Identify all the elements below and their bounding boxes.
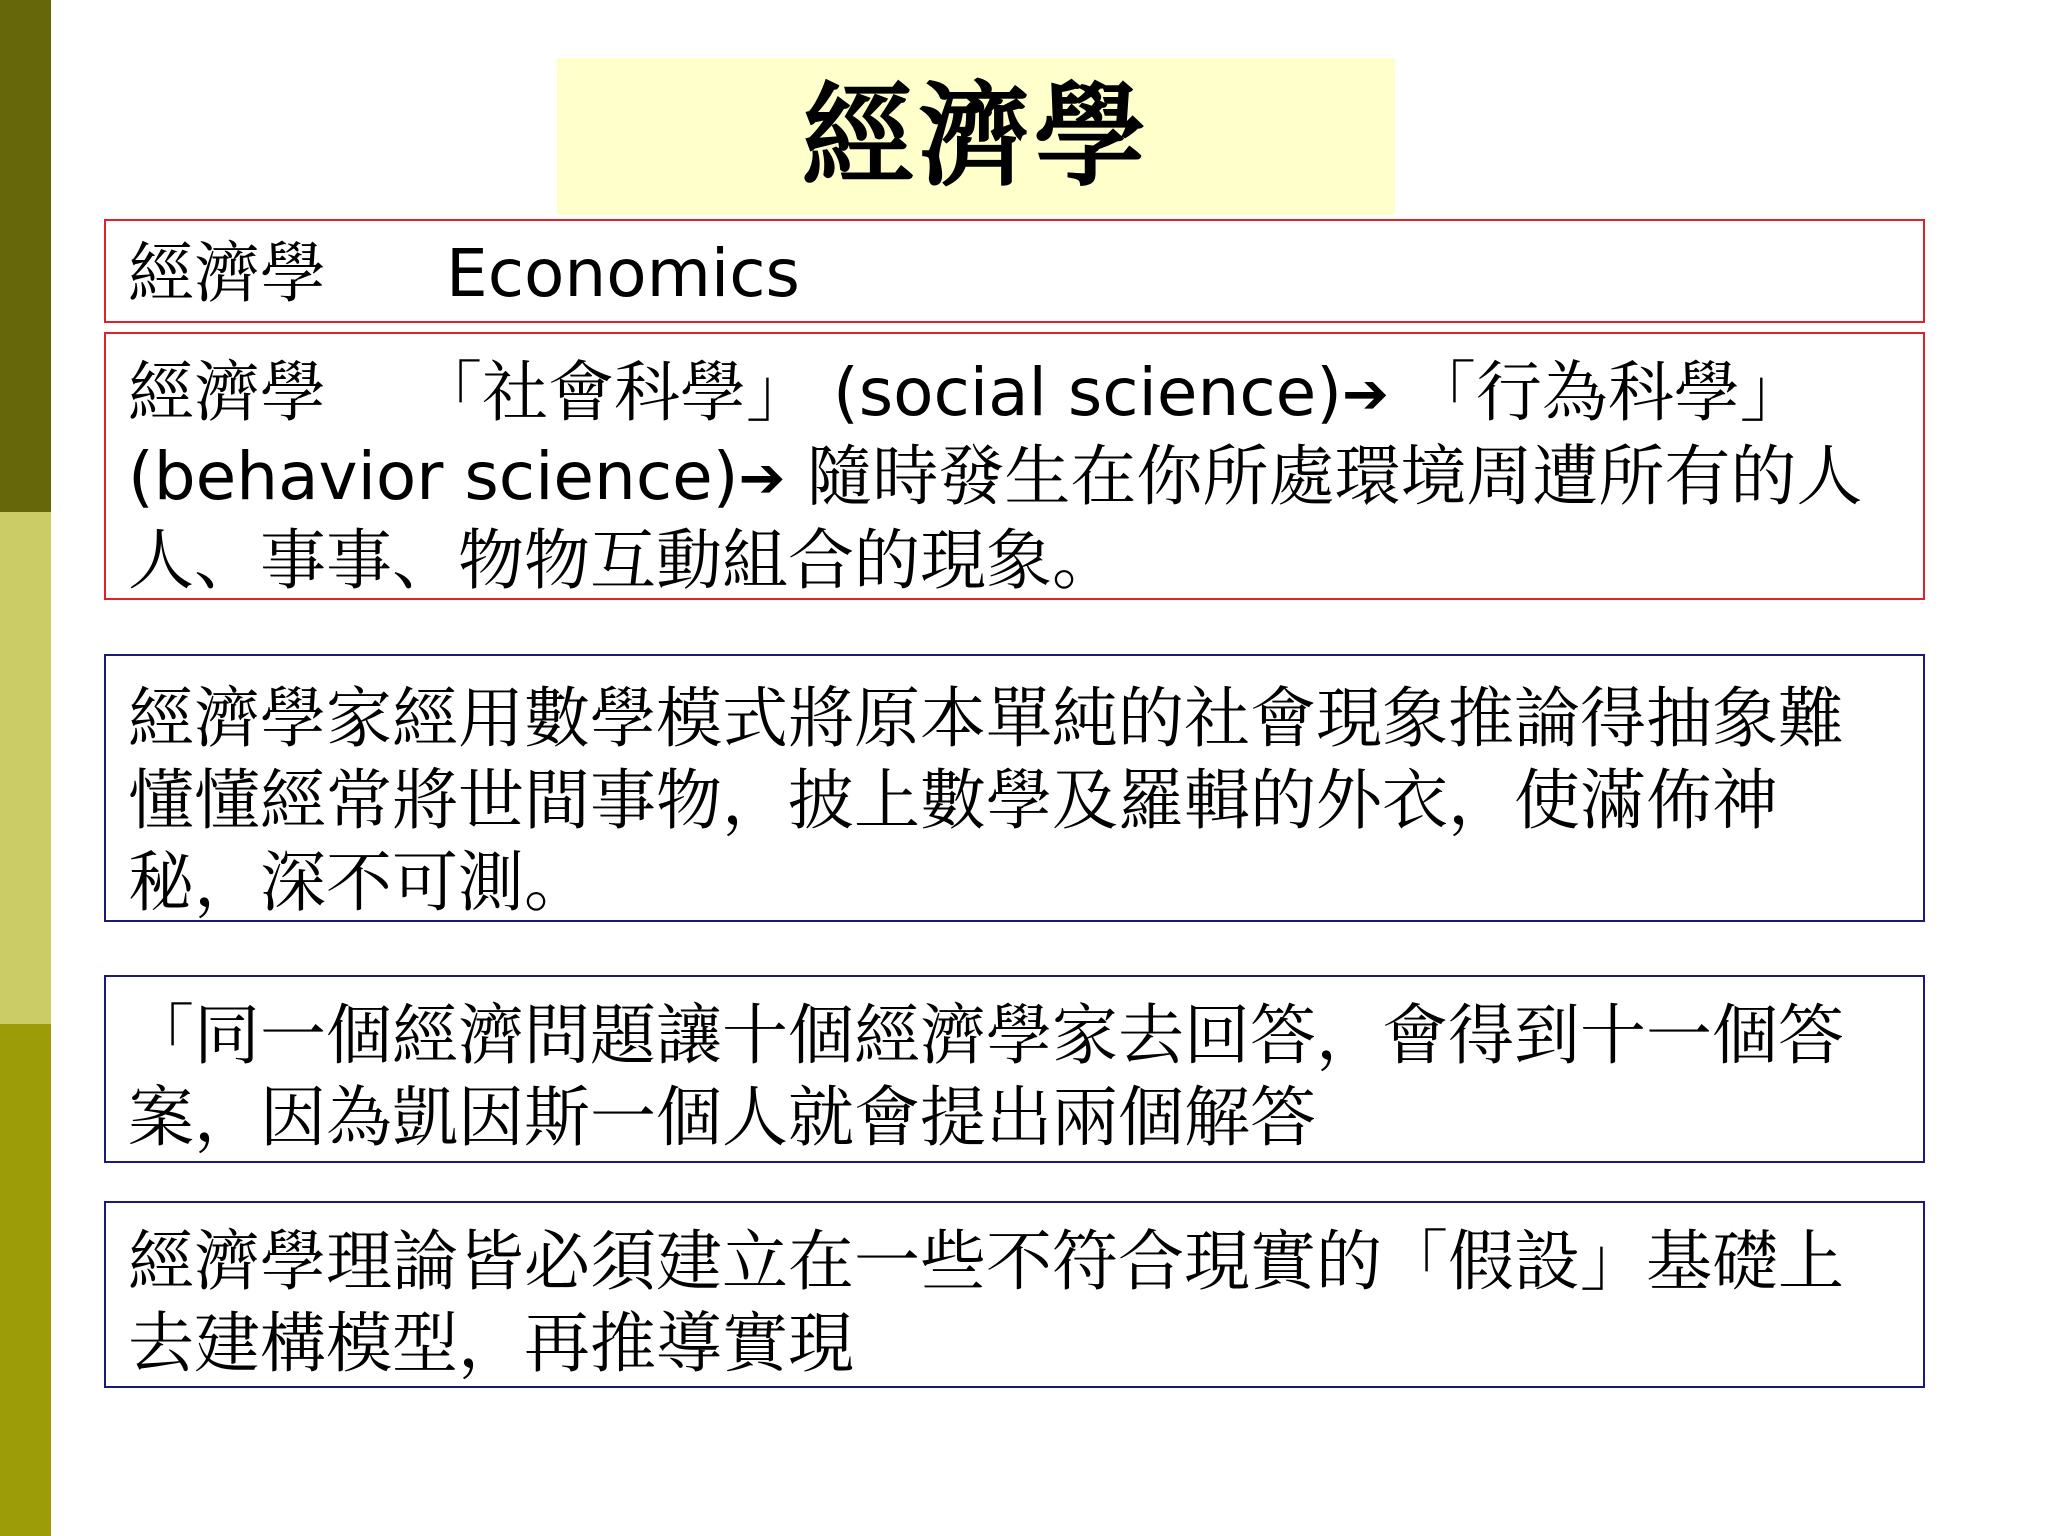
keynes-quote-text: 「同一個經濟問題讓十個經濟學家去回答，會得到十一個答案，因為凱因斯一個人就會提出兩個解答 [128, 997, 1844, 1156]
definition-english: Economics [446, 235, 800, 312]
assumption-text: 經濟學理論皆必須建立在一些不符合現實的「假設」基礎上去建構模型，再推導實現 [128, 1223, 1844, 1382]
science-box [104, 332, 1925, 600]
behavior-science-text: 「行為科學」 (behavior science) [128, 354, 1806, 515]
arrow-right-icon: ➔ [1341, 362, 1389, 427]
keynes-quote-box [104, 975, 1925, 1163]
slide-title: 經濟學 [802, 71, 1150, 202]
social-science-text: 「社會科學」 (social science) [416, 354, 1342, 431]
sidebar-band-top [0, 0, 51, 512]
slide-title-box [557, 58, 1395, 215]
math-model-box [104, 654, 1925, 922]
phenomenon-text: 隨時發生在你所處環境周遭所有的人人、事事、物物互動組合的現象。 [128, 438, 1863, 599]
arrow-right-icon: ➔ [738, 446, 786, 511]
science-term: 經濟學 [128, 354, 326, 431]
sidebar-band-bottom [0, 1024, 51, 1536]
definition-box [104, 219, 1925, 323]
math-model-text: 經濟學家經用數學模式將原本單純的社會現象推論得抽象難懂懂經常將世間事物，披上數學及羅輯的外衣，使滿佈神秘，深不可測。 [128, 680, 1844, 921]
definition-term: 經濟學 [128, 235, 326, 312]
sidebar-band-middle [0, 512, 51, 1024]
assumption-box [104, 1201, 1925, 1388]
